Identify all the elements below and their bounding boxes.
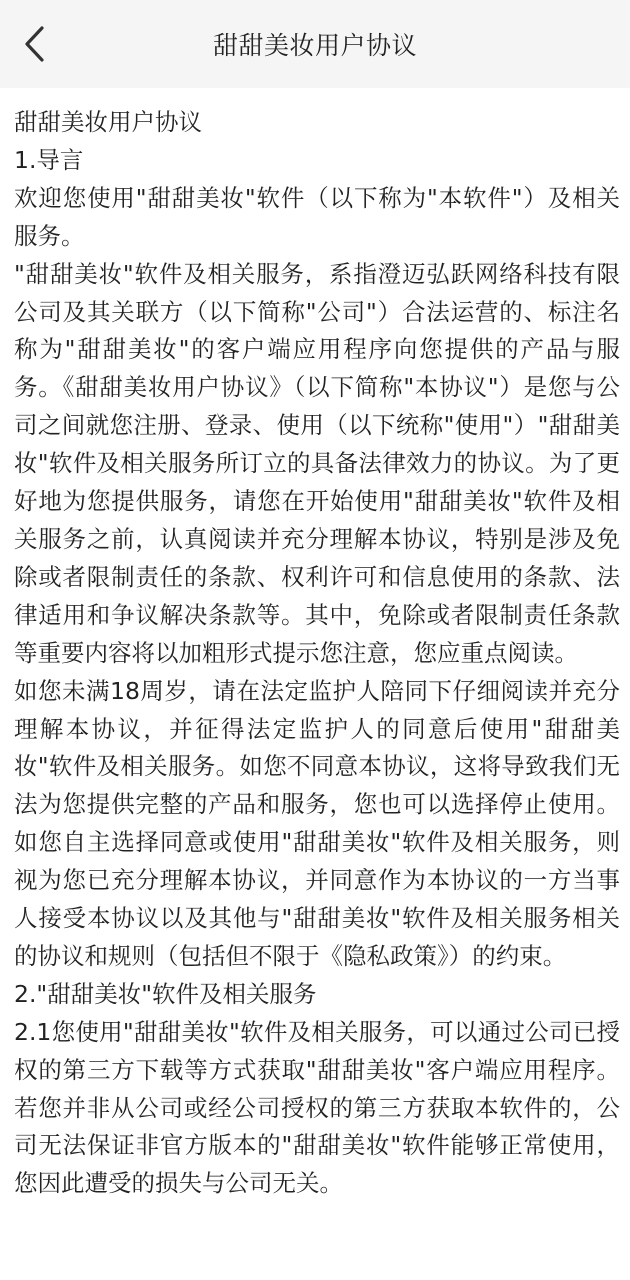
section-heading-services: 2."甜甜美妆"软件及相关服务	[14, 979, 317, 1008]
section-heading-intro: 1.导言	[14, 145, 84, 174]
back-button[interactable]	[6, 14, 62, 74]
paragraph: "甜甜美妆"软件及相关服务，系指澄迈弘跃网络科技有限公司及其关联方（以下简称"公司"）合法运营的、标注名称为"甜甜美妆"的客户端应用程序向您提供的产品与服务。《甜甜美妆用户协议》（以下简称"本协议"）是您与公司之间就您注册、登录、使用（以下统称"使用"）"甜甜美妆"软件及相关服务所订立的具备法律效力的协议。为了更好地为您提供服务，请您在开始使用"甜甜美妆"软件及相关服务之前，认真阅读并充分理解本协议，特别是涉及免除或者限制责任的条款、权利许可和信息使用的条款、法律适用和争议解决条款等。其中，免除或者限制责任条款等重要内容将以加粗形式提示您注意，您应重点阅读。	[14, 259, 620, 667]
paragraph: 欢迎您使用"甜甜美妆"软件（以下称为"本软件"）及相关服务。	[14, 183, 620, 250]
agreement-content[interactable]	[14, 104, 620, 1280]
chevron-left-icon	[22, 24, 46, 64]
doc-heading: 甜甜美妆用户协议	[14, 108, 202, 136]
top-app-bar	[0, 0, 630, 88]
paragraph: 如您未满18周岁，请在法定监护人陪同下仔细阅读并充分理解本协议，并征得法定监护人的同意后使用"甜甜美妆"软件及相关服务。如您不同意本协议，这将导致我们无法为您提供完整的产品和服务，您也可以选择停止使用。如您自主选择同意或使用"甜甜美妆"软件及相关服务，则视为您已充分理解本协议，并同意作为本协议的一方当事人接受本协议以及其他与"甜甜美妆"软件及相关服务相关的协议和规则（包括但不限于《隐私政策》）的约束。	[14, 676, 620, 970]
page-title: 甜甜美妆用户协议	[212, 31, 417, 60]
paragraph: 2.1您使用"甜甜美妆"软件及相关服务，可以通过公司已授权的第三方下载等方式获取"甜甜美妆"客户端应用程序。若您并非从公司或经公司授权的第三方获取本软件的，公司无法保证非官方版本的"甜甜美妆"软件能够正常使用，您因此遭受的损失与公司无关。	[14, 1017, 620, 1198]
